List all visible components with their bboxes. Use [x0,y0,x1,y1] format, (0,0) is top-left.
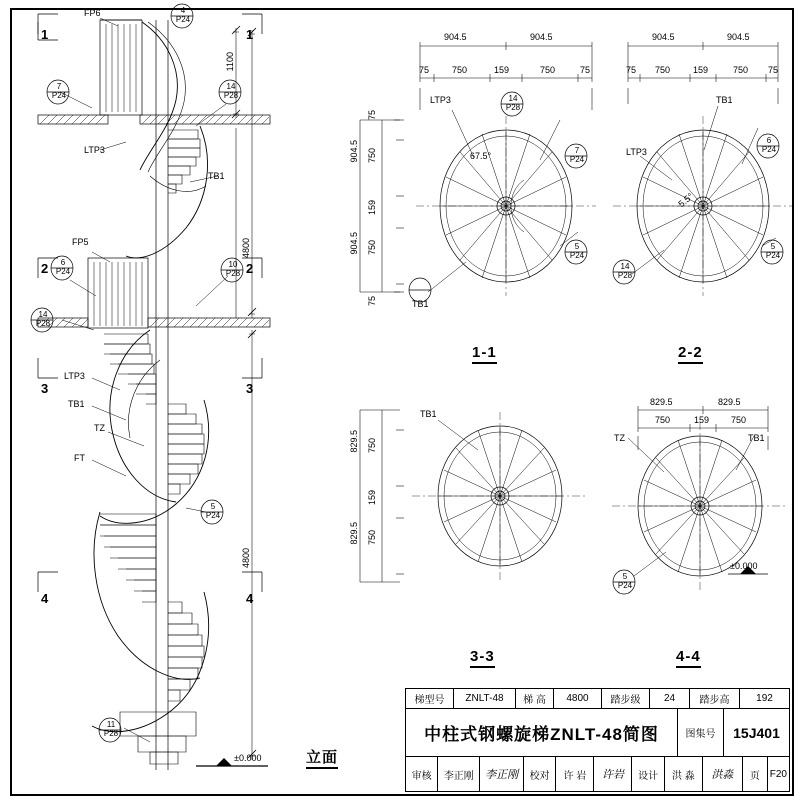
section-title-4-4: 4-4 [676,648,701,665]
s22-sub-3: 159 [693,65,709,75]
datum-elevation: ±0.000 [234,753,262,763]
s22-sub-5: 75 [768,65,779,75]
part-label-fp6: FP6 [84,8,101,18]
part-label-ltp3-b: LTP3 [64,371,85,381]
part-label-tb1-b: TB1 [68,399,85,409]
balloon-5-s11: 5 P24 [569,242,585,260]
s22-inner-angle: 5.5° [676,191,696,210]
signoff-sign-design: 洪淼 [703,757,743,791]
spec-value-model: ZNLT-48 [454,689,516,708]
s11-sub-1: 75 [419,65,430,75]
section-mark-3-left: 3 [41,381,49,396]
section-mark-4-left: 4 [41,591,49,606]
spec-value-riser: 192 [756,693,773,704]
s11-left-1: 75 [367,110,377,121]
s44-dim-top-1: 829.5 [650,397,673,407]
signoff-sign-review: 李正刚 [480,757,524,791]
section-mark-1-left: 1 [41,27,49,42]
title-block-signoff-row [406,757,789,791]
balloon-5-s44: 5 P24 [617,572,633,590]
s33-left-5: 750 [367,530,377,546]
s11-left-2: 904.5 [349,140,359,163]
title-block [405,688,790,792]
balloon-10: 10 P28 [225,260,241,278]
s11-sub-2: 750 [452,65,468,75]
s11-tag-ltp3: LTP3 [430,95,451,105]
s11-angle: 67.5° [470,151,492,161]
section-mark-1-right: 1 [246,27,254,42]
s11-left-6: 750 [367,240,377,256]
s33-left-2: 750 [367,438,377,454]
section-mark-3-right: 3 [246,381,254,396]
balloon-7-s11: 7 P24 [569,146,585,164]
balloon-14-s22: 14 P28 [617,262,633,280]
balloon-11: 11 P28 [103,720,119,738]
balloon-7: 7 P24 [51,82,67,100]
balloon-4: 4 P24 [175,6,191,24]
s44-dim-top-2: 829.5 [718,397,741,407]
page-label: 页 [743,757,768,791]
balloon-5-s22: 5 P24 [765,242,781,260]
s11-sub-4: 750 [540,65,556,75]
title-block-spec-row [406,689,789,709]
part-label-tb1-a: TB1 [208,171,225,181]
balloon-14-b: 14 P28 [35,310,51,328]
section-mark-2-right: 2 [246,261,254,276]
atlas-label: 图集号 [678,709,724,756]
section-title-2-2: 2-2 [678,344,703,361]
s44-sub-1: 750 [655,415,671,425]
s33-left-4: 829.5 [349,522,359,545]
s22-dim-top-1: 904.5 [652,32,675,42]
s44-datum: ±0.000 [730,561,758,571]
part-label-ltp3-a: LTP3 [84,145,105,155]
s44-sub-3: 750 [731,415,747,425]
s11-left-5: 904.5 [349,232,359,255]
s11-sub-3: 159 [494,65,510,75]
elevation-title: 立面 [306,746,338,767]
part-label-ft: FT [74,453,85,463]
s11-tag-tb1: TB1 [412,299,429,309]
spec-value-height: 4800 [554,689,602,708]
signoff-name-check: 许 岩 [556,757,594,791]
signoff-label-design: 设计 [632,757,664,791]
signoff-name-review: 李正刚 [438,757,480,791]
balloon-5-a: 5 P24 [205,502,221,520]
s22-tag-ltp3: LTP3 [626,147,647,157]
s22-dim-top-2: 904.5 [727,32,750,42]
s22-tag-tb1: TB1 [716,95,733,105]
s44-sub-2: 159 [694,415,710,425]
s33-tag-tb1: TB1 [420,409,437,419]
signoff-name-design: 洪 淼 [665,757,703,791]
s22-sub-2: 750 [655,65,671,75]
balloon-14-s11: 14 P28 [505,94,521,112]
spec-label-model: 梯型号 [406,689,454,708]
s33-left-1: 829.5 [349,430,359,453]
s44-tag-tb1: TB1 [748,433,765,443]
spec-label-height: 梯 高 [516,689,554,708]
title-block-name-row [406,709,789,757]
s11-left-7: 75 [367,296,377,307]
dim-mid-height: 4800 [241,238,251,259]
part-label-tz-a: TZ [94,423,105,433]
balloon-6: 6 P24 [55,258,71,276]
spec-value-steps: 24 [650,689,690,708]
signoff-label-check: 校对 [524,757,556,791]
part-label-fp5: FP5 [72,237,89,247]
page-number: F20 [769,768,787,780]
s22-sub-1: 75 [626,65,637,75]
signoff-sign-check: 许岩 [594,757,632,791]
section-title-1-1: 1-1 [472,344,497,361]
atlas-number: 15J401 [733,724,780,741]
signoff-label-review: 审核 [406,757,438,791]
section-mark-4-right: 4 [246,591,254,606]
s11-sub-5: 75 [580,65,591,75]
s11-left-3: 750 [367,148,377,164]
dim-top-height: 1100 [225,52,235,72]
s11-dim-top-2: 904.5 [530,32,553,42]
balloon-6-s22: 6 P24 [761,136,777,154]
section-title-3-3: 3-3 [470,648,495,665]
s11-dim-top-1: 904.5 [444,32,467,42]
s33-left-3: 159 [367,490,377,506]
spec-label-riser: 踏步高 [690,689,740,708]
s22-sub-4: 750 [733,65,749,75]
section-mark-2-left: 2 [41,261,49,276]
drawing-title: 中柱式钢螺旋梯ZNLT-48简图 [406,709,678,756]
s44-tag-tz: TZ [614,433,625,443]
dim-bottom-height: 4800 [241,548,251,569]
s11-left-4: 159 [367,200,377,216]
balloon-14-a: 14 P28 [223,82,239,100]
spec-label-steps: 踏步级 [602,689,650,708]
